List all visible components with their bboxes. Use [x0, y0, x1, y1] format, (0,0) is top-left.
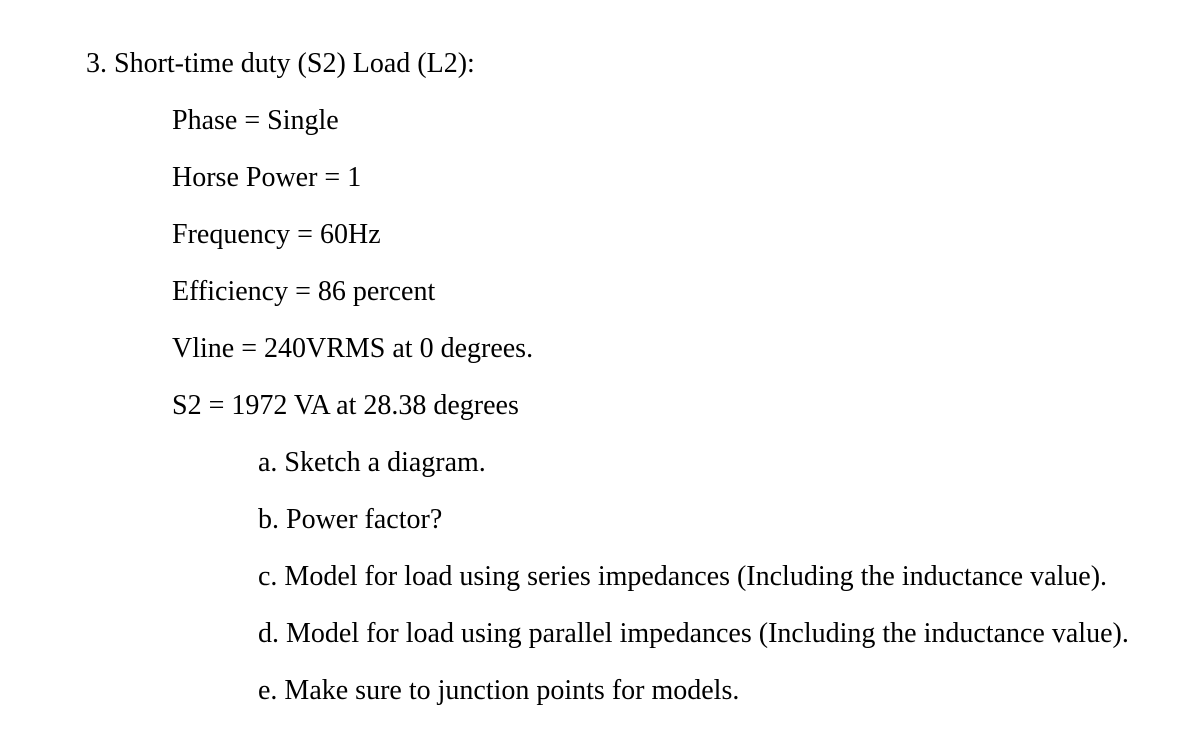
spec-efficiency: Efficiency = 86 percent [172, 276, 436, 307]
question-b: b. Power factor? [258, 504, 443, 535]
question-c: c. Model for load using series impedances (Including the inductance value). [258, 561, 1108, 592]
question-d: d. Model for load using parallel impedances (Including the inductance value). [258, 618, 1129, 649]
spec-vline: Vline = 240VRMS at 0 degrees. [172, 333, 534, 364]
question-a: a. Sketch a diagram. [258, 447, 486, 478]
spec-frequency: Frequency = 60Hz [172, 219, 381, 250]
spec-horse-power: Horse Power = 1 [172, 162, 362, 193]
spec-phase: Phase = Single [172, 105, 339, 136]
spec-s2: S2 = 1972 VA at 28.38 degrees [172, 390, 519, 421]
problem-heading: 3. Short-time duty (S2) Load (L2): [86, 48, 475, 79]
question-e: e. Make sure to junction points for models. [258, 675, 740, 706]
